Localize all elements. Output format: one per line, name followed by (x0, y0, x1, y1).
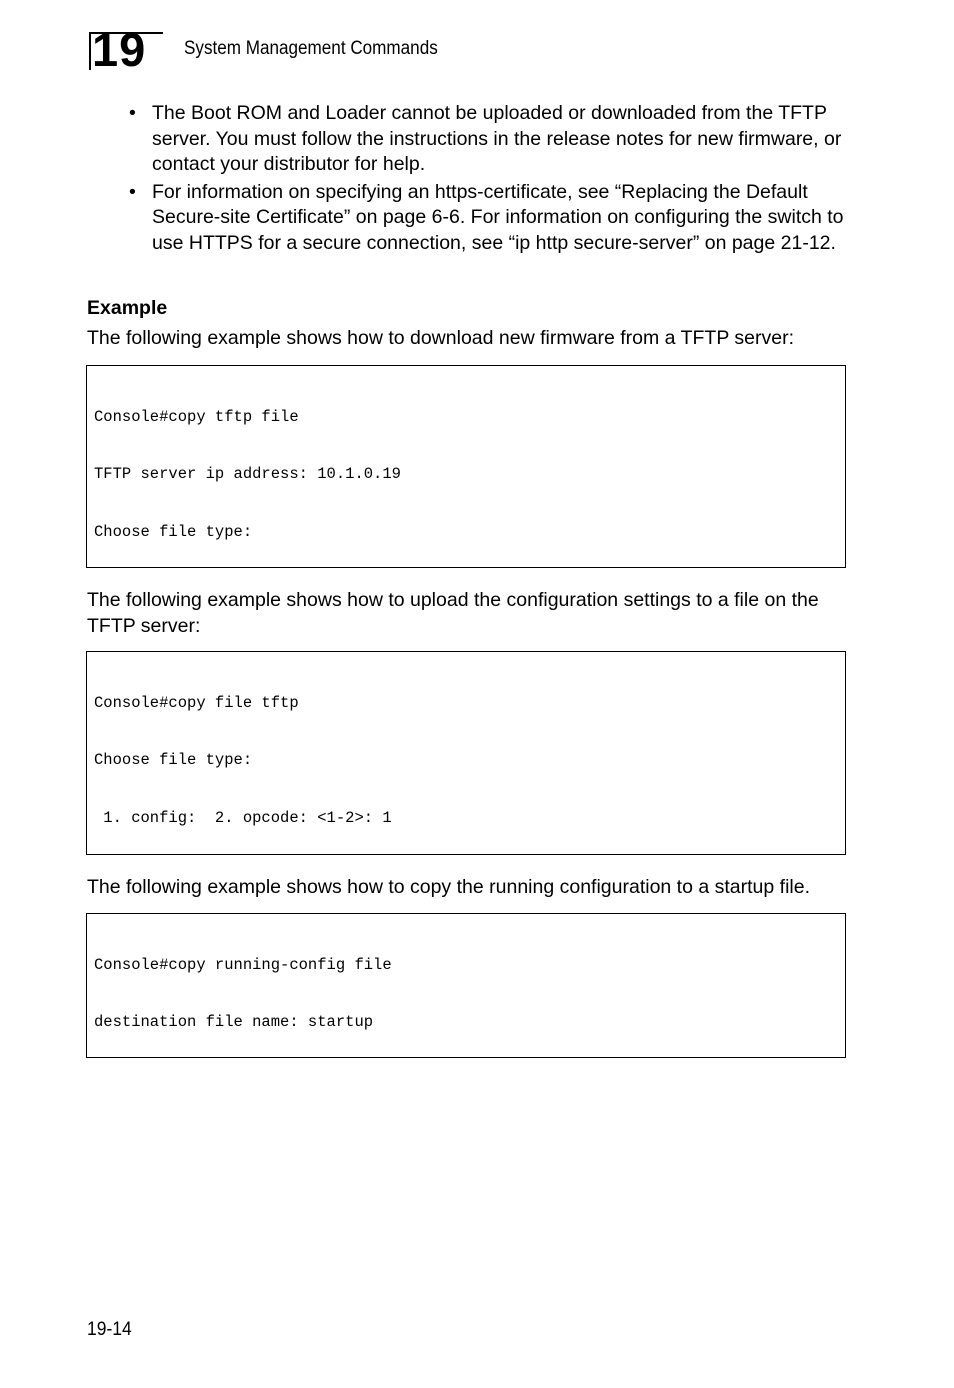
code-line: 1. config: 2. opcode: <1-2>: 1 (94, 809, 392, 828)
code-line: TFTP server ip address: 10.1.0.19 (94, 465, 401, 484)
code-line: Console#copy running-config file (94, 955, 392, 974)
bullet-dot: • (129, 180, 136, 203)
example-heading: Example (87, 297, 168, 319)
bullet-dot: • (129, 102, 136, 124)
code-line: Choose file type: (94, 751, 253, 770)
list-item (129, 180, 852, 257)
page-number: 19-14 (87, 1319, 132, 1340)
code-block-upload (86, 651, 846, 855)
code-block-download (86, 365, 846, 568)
example-intro-copy-running: The following example shows how to copy the running configuration to a startup file. (87, 876, 810, 898)
code-block-copy-running (86, 913, 846, 1058)
code-line: destination file name: startup (94, 1013, 374, 1032)
example-intro-download: The following example shows how to download new firmware from a TFTP server: (87, 327, 794, 349)
notes-list (129, 101, 852, 258)
list-item (129, 101, 852, 178)
chapter-title: System Management Commands (184, 38, 438, 59)
code-line: Choose file type: (94, 523, 253, 542)
bullet-text: The Boot ROM and Loader cannot be uploaded or downloaded from the TFTP server. You must follow the instructions in the release notes for new firmware, or contact your distributor for help. (152, 102, 842, 175)
code-line: Console#copy tftp file (94, 407, 299, 426)
example-intro-upload: The following example shows how to upload the configuration settings to a file on the TFTP server: (87, 589, 819, 637)
bullet-text: For information on specifying an https-certificate, see “Replacing the Default Secure-site Certificate” on page 6-6. For information on configuring the switch to use HTTPS for a secure connection, see “ip http secure-server” on page 21-12. (152, 180, 844, 254)
chapter-number: 19 (92, 23, 147, 76)
code-line: Console#copy file tftp (94, 693, 299, 712)
